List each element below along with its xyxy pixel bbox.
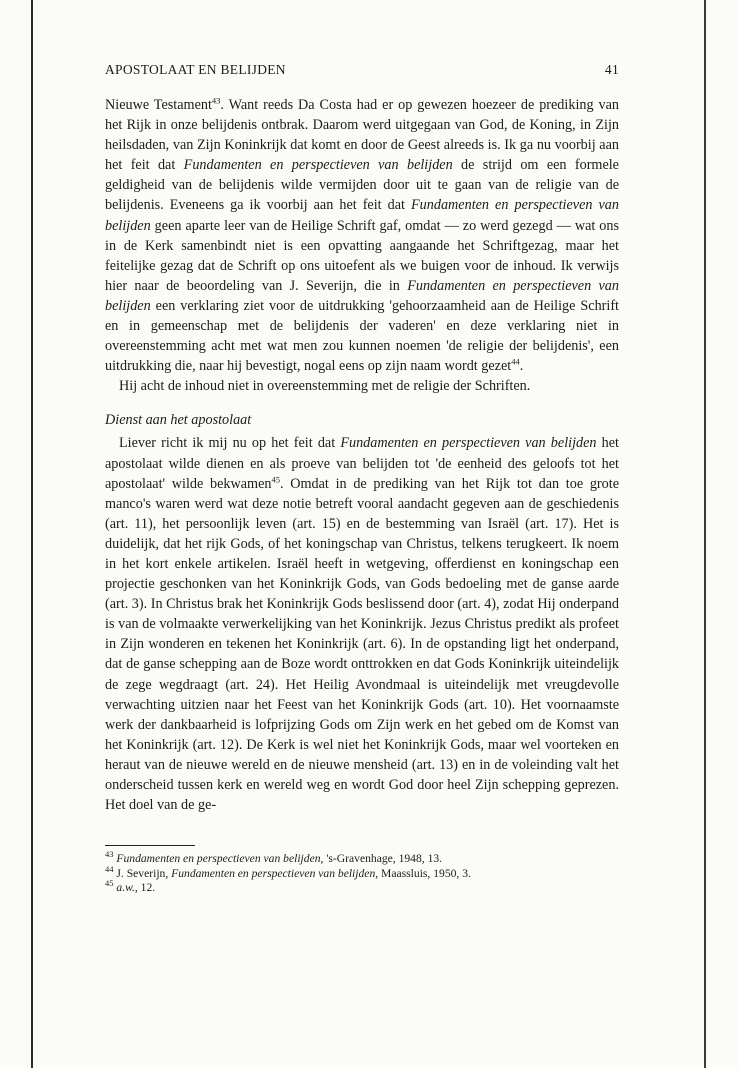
page-number: 41 xyxy=(604,62,619,77)
text-run: . Omdat in de prediking van het Rijk tot dan toe grote manco's waren werd wat deze notie betreft vooral aandacht gegeven aan de geschiedenis (art. 11), het persoonlijk leven (art. 15) en de bestemming van Israël (art. 17). Het is duidelijk, dat het rijk Gods, of het koningschap van Christus, telkens terugkeert. Ik noem in het kort enkele artikelen. Israël heeft in wetgeving, offerdienst en koningschap een projectie geschonken van het Koninkrijk Gods, van Gods bedoeling met de ganse aarde (art. 3). In Christus brak het Koninkrijk Gods beslissend door (art. 4), zodat Hij onderpand is van de volmaakte verwerkelijking van het Koninkrijk. Jezus Christus predikt als profeet in Zijn wonderen en tekenen het Koninkrijk (art. 6). In de opstanding ligt het onderpand, dat de ganse schepping aan de Boze wordt onttrokken en dat Gods Koninkrijk uiteindelijk de zege wegdraagt (art. 24). Het Heilig Avondmaal is uiteindelijk met vreugdevolle verwachting uitzien naar het Feest van het Koninkrijk Gods (art. 10). Het voornaamste werk der dankbaarheid is lofprijzing Gods om Zijn werk en het gebed om de Komst van het Koninkrijk (art. 12). De Kerk is wel niet het Koninkrijk Gods, maar wel voorteken en heraut van de nieuwe wereld en de nieuwe mensheid (art. 13) en in de voleinding valt het onderscheid tussen kerk en wereld weg en wordt God door heel Zijn schepping geprezen. Het doel van de ge- xyxy=(105,475,619,814)
footnote-title: a.w., xyxy=(113,881,138,895)
footnote-number: 45 xyxy=(105,878,114,889)
footnote-number: 43 xyxy=(105,849,114,860)
footnote-ref: 43 xyxy=(211,95,221,106)
book-title: Fundamenten en perspectieven van belijden xyxy=(105,197,619,234)
text-run: geen aparte leer van de Heilige Schrift gaf, omdat — zo werd gezegd — wat ons in de Kerk samenbindt niet is een opvatting aangaande het Schriftgezag, maar het feitelijke gezag dat de Schrift op ons uitoefent als we buigen voor de inhoud. Ik verwijs hier naar de beoordeling van J. Severijn, die in xyxy=(105,217,619,294)
footnote-text: Maassluis, 1950, 3. xyxy=(378,866,471,880)
footnote-author: J. Severijn, xyxy=(113,866,172,880)
section-heading: Dienst aan het apostolaat xyxy=(105,412,252,429)
footnote-text: 12. xyxy=(137,881,156,895)
text-run: het apostolaat wilde dienen en als proeve van belijden tot 'de eenheid des geloofs tot het apostolaat' wilde bekwamen xyxy=(105,435,620,492)
footnote-number: 44 xyxy=(105,863,114,874)
paragraph-3 xyxy=(105,433,619,815)
footnotes xyxy=(105,849,619,896)
footnote-title: Fundamenten en perspectieven van belijden, xyxy=(116,852,324,866)
footnote-43 xyxy=(105,849,619,867)
book-page xyxy=(105,62,619,896)
book-title: Fundamenten en perspectieven van belijden xyxy=(183,157,453,174)
text-run: . xyxy=(519,358,524,375)
text-run: . Want reeds Da Costa had er op gewezen hoezeer de prediking van het Rijk in onze belijdenis ontbrak. Daarom werd uitgegaan van God, de Koning, in Zijn heilsdaden, van Zijn Koninkrijk dat komt en door de Geest alreeds is. Ik ga nu voorbij aan het feit dat xyxy=(105,97,619,174)
running-title: APOSTOLAAT EN BELIJDEN xyxy=(105,62,286,77)
body-text xyxy=(105,95,619,815)
footnote-45 xyxy=(105,878,619,896)
footnote-ref: 45 xyxy=(271,473,280,484)
running-header xyxy=(105,62,619,78)
footnote-44 xyxy=(105,863,619,882)
scan-edge-right xyxy=(704,0,706,1068)
book-title: Fundamenten en perspectieven van belijden xyxy=(105,277,619,314)
text-run: Liever richt ik mij nu op het feit dat xyxy=(119,435,341,452)
scan-edge-left xyxy=(31,0,33,1068)
book-title: Fundamenten en perspectieven van belijden xyxy=(340,435,597,452)
paragraph-1 xyxy=(105,95,619,376)
footnote-title: Fundamenten en perspectieven van belijden, xyxy=(171,866,379,880)
paragraph-2: Hij acht de inhoud niet in overeenstemming met de religie der Schriften. xyxy=(119,378,531,395)
text-run: de strijd om een formele geldigheid van de belijdenis wilde vermijden door uit te gaan van de religie van de belijdenis. Eveneens ga ik voorbij aan het feit dat xyxy=(105,157,619,214)
text-run: Nieuwe Testament xyxy=(105,97,212,113)
footnote-text: 's-Gravenhage, 1948, 13. xyxy=(323,852,443,866)
text-run: een verklaring ziet voor de uitdrukking 'gehoorzaamheid aan de Heilige Schrift en in gemeenschap met de belijdenis der vaderen' en deze verklaring niet in overeenstemming acht met wat men zou kunnen noemen 'de religie der belijdenis', een uitdrukking die, naar hij bevestigt, nogal eens op zijn naam wordt gezet xyxy=(105,297,619,375)
footnote-ref: 44 xyxy=(511,356,520,367)
footnote-divider xyxy=(105,845,195,846)
